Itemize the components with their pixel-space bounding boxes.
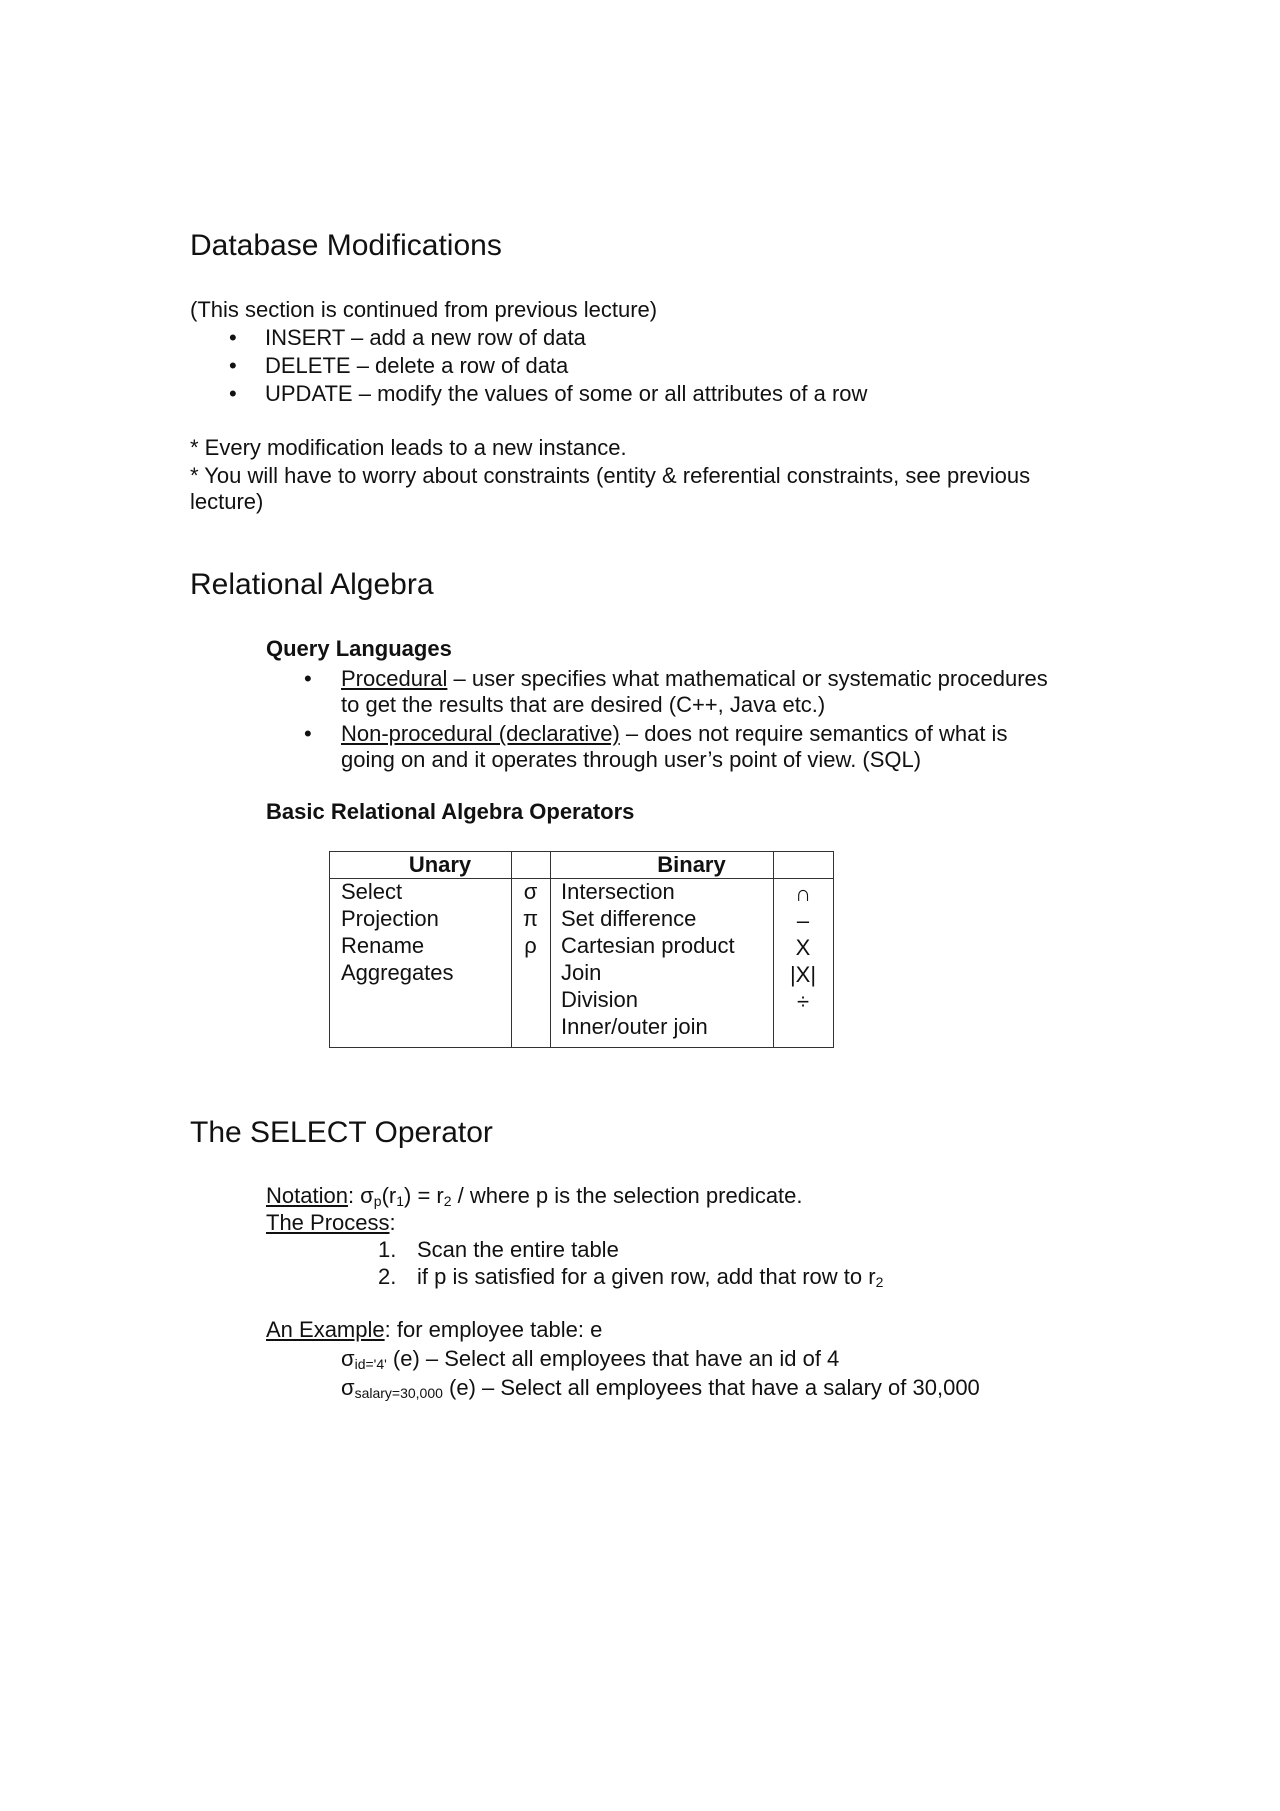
modifications-note-2: * You will have to worry about constraints (entity & referential constraints, see previous	[190, 463, 1031, 488]
list-item-text	[417, 1236, 619, 1263]
example-subscript: salary=30,000	[354, 1385, 443, 1401]
notation-text: / where p is the selection predicate.	[451, 1183, 803, 1208]
bullet-icon: •	[304, 666, 312, 691]
sigma-symbol: σ	[341, 1375, 355, 1400]
binary-name: Division	[561, 987, 639, 1012]
notation-sigma: : σ	[347, 1183, 374, 1208]
example-label: An Example	[266, 1317, 385, 1342]
list-item-text: INSERT – add a new row of data	[265, 325, 586, 350]
list-item	[229, 380, 237, 407]
rho-symbol: ρ	[524, 933, 537, 958]
table-header-unary: Unary	[408, 852, 472, 877]
binary-name: Inner/outer join	[561, 1014, 708, 1039]
binary-name: Join	[561, 960, 602, 985]
example-item	[341, 1374, 980, 1401]
example-line	[266, 1316, 602, 1343]
step-text: Scan the entire table	[417, 1237, 619, 1262]
intersection-symbol: ∩	[795, 881, 811, 906]
unary-name: Aggregates	[341, 960, 454, 985]
list-item-number: 1.	[378, 1237, 397, 1262]
table-header-binary: Binary	[657, 852, 726, 877]
unary-name: Projection	[341, 906, 439, 931]
binary-name: Cartesian product	[561, 933, 735, 958]
difference-symbol: –	[796, 908, 810, 933]
binary-name: Set difference	[561, 906, 697, 931]
pi-symbol: π	[522, 906, 539, 931]
unary-names-column	[341, 878, 454, 986]
notation-line	[266, 1182, 803, 1209]
notation-subscript: p	[373, 1193, 382, 1209]
operators-table	[329, 851, 834, 1048]
list-item-text	[341, 665, 1048, 692]
process-label: The Process	[266, 1210, 390, 1235]
join-symbol: |X|	[789, 962, 817, 987]
notation-text: (r	[381, 1183, 397, 1208]
example-desc: (e) – Select all employees that have a salary of 30,000	[442, 1375, 980, 1400]
bullet-icon: •	[229, 381, 237, 406]
unary-name: Select	[341, 879, 403, 904]
list-item-text-cont: to get the results that are desired (C++, Java etc.)	[341, 692, 826, 717]
table-divider	[550, 852, 551, 1047]
modifications-intro: (This section is continued from previous lecture)	[190, 297, 658, 322]
list-item	[229, 324, 237, 351]
sigma-symbol: σ	[523, 879, 538, 904]
step-subscript: 2	[875, 1274, 884, 1290]
bullet-icon: •	[229, 353, 237, 378]
list-item	[304, 720, 312, 747]
term-non-procedural-desc: – does not require semantics of what is	[619, 721, 1008, 746]
example-desc: (e) – Select all employees that have an id of 4	[386, 1346, 840, 1371]
list-item-text-cont: going on and it operates through user’s point of view. (SQL)	[341, 747, 922, 772]
notation-subscript: 1	[396, 1193, 405, 1209]
binary-names-column	[561, 878, 735, 1040]
example-text: : for employee table: e	[384, 1317, 603, 1342]
bullet-icon: •	[229, 325, 237, 350]
term-procedural: Procedural	[341, 666, 448, 691]
heading-database-modifications: Database Modifications	[190, 229, 502, 262]
modifications-note-1: * Every modification leads to a new instance.	[190, 435, 627, 460]
modifications-note-2-cont: lecture)	[190, 489, 264, 514]
unary-name: Rename	[341, 933, 425, 958]
example-item	[341, 1345, 839, 1372]
query-languages-heading: Query Languages	[266, 636, 452, 661]
term-procedural-desc: – user specifies what mathematical or systematic procedures	[447, 666, 1048, 691]
heading-select-operator: The SELECT Operator	[190, 1116, 493, 1149]
example-subscript: id='4'	[354, 1356, 387, 1372]
notation-subscript: 2	[443, 1193, 452, 1209]
binary-name: Intersection	[561, 879, 675, 904]
list-item-text	[341, 720, 1007, 747]
notation-text: ) = r	[404, 1183, 444, 1208]
heading-relational-algebra: Relational Algebra	[190, 568, 434, 601]
sigma-symbol: σ	[341, 1346, 355, 1371]
process-line	[266, 1209, 396, 1236]
list-item	[304, 665, 312, 692]
term-non-procedural: Non-procedural (declarative)	[341, 721, 620, 746]
list-item	[229, 352, 237, 379]
list-item-text	[417, 1263, 883, 1290]
list-item-number: 2.	[378, 1264, 397, 1289]
division-symbol: ÷	[796, 989, 810, 1014]
bullet-icon: •	[304, 721, 312, 746]
binary-symbols-column	[773, 880, 833, 1015]
operators-heading: Basic Relational Algebra Operators	[266, 799, 635, 824]
notation-label: Notation	[266, 1183, 348, 1208]
unary-symbols-column	[511, 878, 550, 959]
process-colon: :	[389, 1210, 396, 1235]
list-item-text: DELETE – delete a row of data	[265, 353, 569, 378]
product-symbol: X	[795, 935, 811, 960]
list-item-text: UPDATE – modify the values of some or all attributes of a row	[265, 381, 868, 406]
step-text: if p is satisfied for a given row, add that row to r	[417, 1264, 876, 1289]
